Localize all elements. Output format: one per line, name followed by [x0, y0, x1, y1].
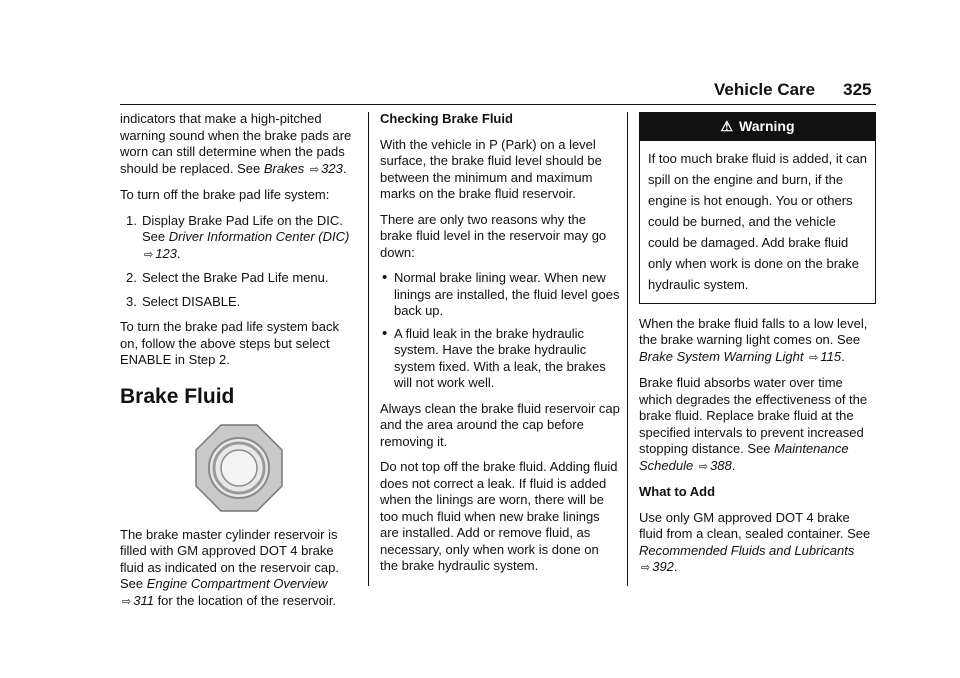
header-rule	[120, 104, 876, 105]
page-ref[interactable]: 311	[133, 592, 154, 608]
page-ref[interactable]: 388	[710, 457, 732, 473]
page-ref-arrow-icon: ⇨	[809, 351, 819, 364]
bullet-list	[380, 270, 620, 392]
cross-reference-link[interactable]: Driver Information Center (DIC)	[168, 229, 350, 244]
subheading: Checking Brake Fluid	[380, 111, 513, 126]
warning-text: If too much brake fluid is added, it can spill on the engine and burn, if the engine is hot enough. You or others could be burned, and the vehicle could be damaged. Add brake fluid only when work is done on the brake hydraulic system.	[648, 150, 867, 292]
page-ref-arrow-icon: ⇨	[122, 595, 132, 608]
paragraph: When the brake fluid falls to a low level, the brake warning light comes on. See Brake System Warning Light ⇨ 115.	[639, 315, 868, 364]
list-item: 2. Select the Brake Pad Life menu.	[126, 270, 329, 285]
steps-list	[120, 213, 358, 311]
warning-header: ⚠ Warning	[640, 113, 875, 141]
page-ref-arrow-icon: ⇨	[144, 248, 154, 261]
paragraph: Always clean the brake fluid reservoir cap and the area around the cap before removing it.	[380, 400, 620, 449]
cross-reference-link[interactable]: Brake System Warning Light	[639, 348, 804, 364]
cross-reference-link[interactable]: Recommended Fluids and Lubricants	[639, 542, 855, 558]
cross-reference-link[interactable]: Maintenance Schedule	[639, 441, 849, 473]
list-item: 3. Select DISABLE.	[126, 293, 241, 309]
column-2	[380, 111, 620, 584]
column-divider-2	[627, 112, 628, 586]
column-divider-1	[368, 112, 369, 586]
page-ref[interactable]: 392	[652, 559, 674, 574]
paragraph: Do not top off the brake fluid. Adding fluid does not correct a leak. If fluid is added when the linings are worn, there will be too much fluid when new brake linings are installed. Add or remove fluid, as necessary, only when work is done on the brake hydraulic system.	[380, 459, 618, 573]
cross-reference-link[interactable]: Brakes	[263, 160, 305, 176]
paragraph: To turn off the brake pad life system:	[120, 187, 330, 202]
warning-icon: ⚠	[720, 118, 734, 134]
cross-reference-link[interactable]: Engine Compartment Overview	[146, 576, 328, 591]
list-item: 1. Display Brake Pad Life on the DIC. See Driver Information Center (DIC) ⇨ 123.	[126, 212, 350, 261]
section-heading: Brake Fluid	[120, 384, 235, 408]
paragraph: indicators that make a high-pitched warning sound when the brake pads are worn can still determine when the pads should be replaced. See Brakes ⇨ 323.	[120, 111, 352, 176]
brake-fluid-cap-icon	[194, 423, 284, 513]
page-ref-arrow-icon: ⇨	[698, 460, 709, 473]
paragraph: Use only GM approved DOT 4 brake fluid from a clean, sealed container. See Recommended Fluids and Lubricants ⇨ 392.	[639, 509, 871, 574]
paragraph: With the vehicle in P (Park) on a level surface, the brake fluid level should be between the minimum and maximum marks on the brake fluid reservoir.	[380, 136, 602, 201]
page-ref-arrow-icon: ⇨	[641, 562, 651, 574]
column-3	[639, 112, 876, 586]
page-ref[interactable]: 323	[321, 160, 343, 176]
paragraph: The brake master cylinder reservoir is filled with GM approved DOT 4 brake fluid as indicated on the reservoir cap. See Engine Compartment Overview ⇨ 311 for the location of the reservoir.	[120, 526, 339, 608]
page-ref-arrow-icon: ⇨	[309, 163, 320, 176]
paragraph: To turn the brake pad life system back on, follow the above steps but select ENABLE in Step 2.	[120, 319, 339, 367]
section-title: Vehicle Care	[714, 80, 816, 99]
paragraph: Brake fluid absorbs water over time which degrades the effectiveness of the brake fluid. Replace brake fluid at the specified intervals to prevent increased stopping distance. See Maintenance Schedule ⇨ 388.	[639, 375, 868, 473]
paragraph: There are only two reasons why the brake fluid level in the reservoir may go down:	[380, 211, 607, 260]
warning-box	[639, 112, 876, 304]
page-ref[interactable]: 115	[820, 348, 842, 364]
page-header	[714, 80, 872, 100]
column-1	[120, 111, 358, 619]
list-item: • A fluid leak in the brake hydraulic system. Have the brake hydraulic system fixed. With a leak, the brakes will not work well.	[394, 326, 620, 392]
list-item: • Normal brake lining wear. When new linings are installed, the fluid level goes back up.	[394, 270, 620, 320]
subheading: What to Add	[639, 484, 716, 499]
page-ref[interactable]: 123	[155, 245, 177, 261]
page-number: 325	[843, 80, 872, 99]
